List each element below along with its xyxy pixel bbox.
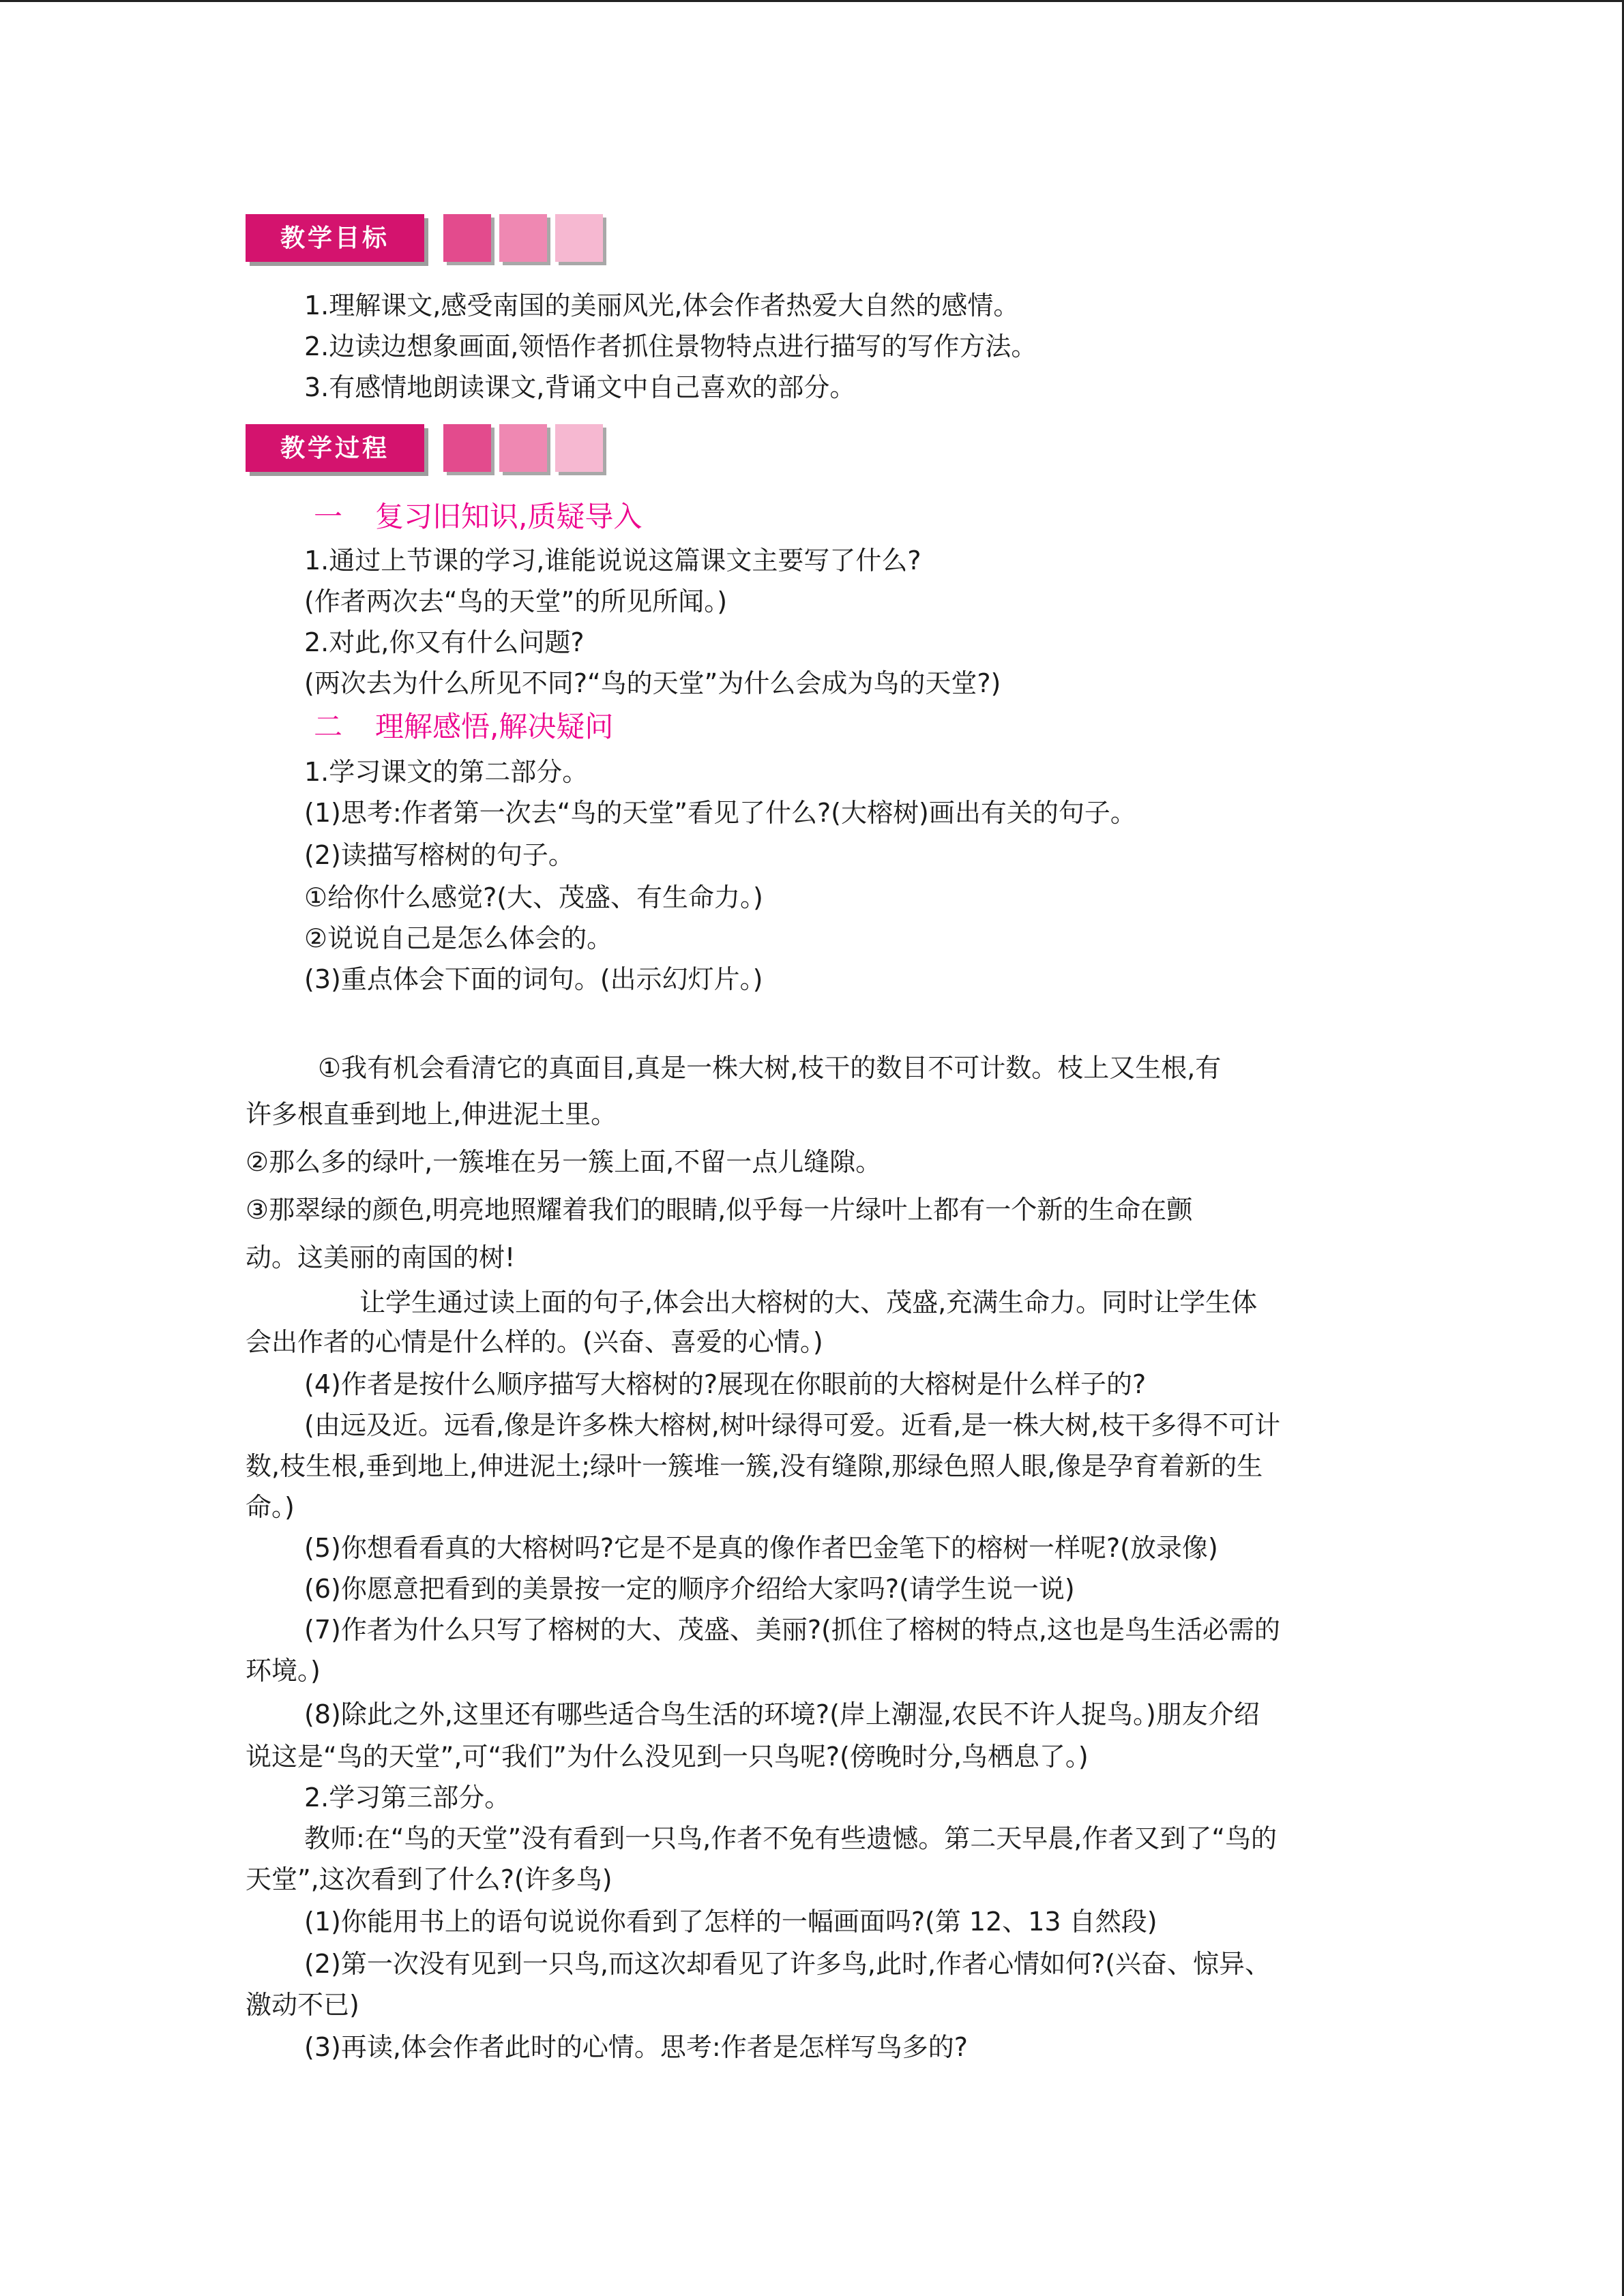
text-line: 说这是“鸟的天堂”,可“我们”为什么没见到一只鸟呢?(傍晚时分,鸟栖息了。) xyxy=(246,1742,1089,1772)
text-line: 激动不已) xyxy=(246,1990,359,2020)
text-line: 2.学习第三部分。 xyxy=(304,1783,511,1813)
subsection-title: 复习旧知识,质疑导入 xyxy=(375,500,643,533)
text-line: (1)思考:作者第一次去“鸟的天堂”看见了什么?(大榕树)画出有关的句子。 xyxy=(304,798,1136,828)
text-line: ①给你什么感觉?(大、茂盛、有生命力。) xyxy=(304,882,763,912)
decor-square xyxy=(555,424,603,472)
text-line: (2)第一次没有见到一只鸟,而这次却看见了许多鸟,此时,作者心情如何?(兴奋、惊异、 xyxy=(304,1949,1271,1979)
quote-line: ③那翠绿的颜色,明亮地照耀着我们的眼睛,似乎每一片绿叶上都有一个新的生命在颤 xyxy=(246,1195,1193,1225)
text-line: (作者两次去“鸟的天堂”的所见所闻。) xyxy=(304,586,728,616)
text-line: 天堂”,这次看到了什么?(许多鸟) xyxy=(246,1864,612,1894)
text-line: 1.通过上节课的学习,谁能说说这篇课文主要写了什么? xyxy=(304,546,921,576)
text-line: 教师:在“鸟的天堂”没有看到一只鸟,作者不免有些遗憾。第二天早晨,作者又到了“鸟的 xyxy=(304,1823,1278,1853)
text-line: 数,枝生根,垂到地上,伸进泥土;绿叶一簇堆一簇,没有缝隙,那绿色照人眼,像是孕育着新的生 xyxy=(246,1451,1263,1481)
text-line: 命。) xyxy=(246,1492,295,1522)
subsection-heading-2 xyxy=(314,706,613,747)
goal-item: 1.理解课文,感受南国的美丽风光,体会作者热爱大自然的感情。 xyxy=(304,290,1020,320)
quote-line: 动。这美丽的南国的树! xyxy=(246,1242,516,1272)
text-line: 环境。) xyxy=(246,1656,321,1686)
decor-square xyxy=(443,214,491,262)
text-line: (7)作者为什么只写了榕树的大、茂盛、美丽?(抓住了榕树的特点,这也是鸟生活必需的 xyxy=(304,1615,1280,1645)
decor-square xyxy=(499,214,547,262)
text-line: (1)你能用书上的语句说说你看到了怎样的一幅画面吗?(第 12、13 自然段) xyxy=(304,1907,1157,1937)
text-line: (4)作者是按什么顺序描写大榕树的?展现在你眼前的大榕树是什么样子的? xyxy=(304,1369,1147,1399)
text-line: 让学生通过读上面的句子,体会出大榕树的大、茂盛,充满生命力。同时让学生体 xyxy=(359,1287,1258,1317)
text-line: (6)你愿意把看到的美景按一定的顺序介绍给大家吗?(请学生说一说) xyxy=(304,1574,1075,1604)
quote-line: 许多根直垂到地上,伸进泥土里。 xyxy=(246,1099,617,1129)
text-line: 会出作者的心情是什么样的。(兴奋、喜爱的心情。) xyxy=(246,1327,823,1357)
text-line: ②说说自己是怎么体会的。 xyxy=(304,923,613,953)
subsection-title: 理解感悟,解决疑问 xyxy=(375,710,614,743)
text-line: (3)重点体会下面的词句。(出示幻灯片。) xyxy=(304,964,763,994)
subsection-heading-1 xyxy=(314,496,642,537)
section-title-goals: 教学目标 xyxy=(246,214,424,262)
text-line: (2)读描写榕树的句子。 xyxy=(304,840,574,870)
text-line: 2.对此,你又有什么问题? xyxy=(304,627,585,657)
decor-square xyxy=(499,424,547,472)
goal-item: 2.边读边想象画面,领悟作者抓住景物特点进行描写的写作方法。 xyxy=(304,331,1037,361)
section-title-process: 教学过程 xyxy=(246,424,424,472)
quote-line: ②那么多的绿叶,一簇堆在另一簇上面,不留一点儿缝隙。 xyxy=(246,1147,882,1177)
text-line: (3)再读,体会作者此时的心情。思考:作者是怎样写鸟多的? xyxy=(304,2032,968,2062)
decor-square xyxy=(443,424,491,472)
subsection-number: 一 xyxy=(314,500,343,533)
text-line: (由远及近。远看,像是许多株大榕树,树叶绿得可爱。近看,是一株大树,枝干多得不可计 xyxy=(304,1410,1281,1440)
text-line: 1.学习课文的第二部分。 xyxy=(304,757,589,787)
subsection-number: 二 xyxy=(314,710,343,743)
decor-square xyxy=(555,214,603,262)
goal-item: 3.有感情地朗读课文,背诵文中自己喜欢的部分。 xyxy=(304,372,856,402)
quote-line: ①我有机会看清它的真面目,真是一株大树,枝干的数目不可计数。枝上又生根,有 xyxy=(318,1053,1222,1083)
page-border-top xyxy=(0,0,1624,2)
text-line: (两次去为什么所见不同?“鸟的天堂”为什么会成为鸟的天堂?) xyxy=(304,668,1001,698)
text-line: (5)你想看看真的大榕树吗?它是不是真的像作者巴金笔下的榕树一样呢?(放录像) xyxy=(304,1533,1218,1563)
text-line: (8)除此之外,这里还有哪些适合鸟生活的环境?(岸上潮湿,农民不许人捉鸟。)朋友介绍 xyxy=(304,1699,1260,1729)
